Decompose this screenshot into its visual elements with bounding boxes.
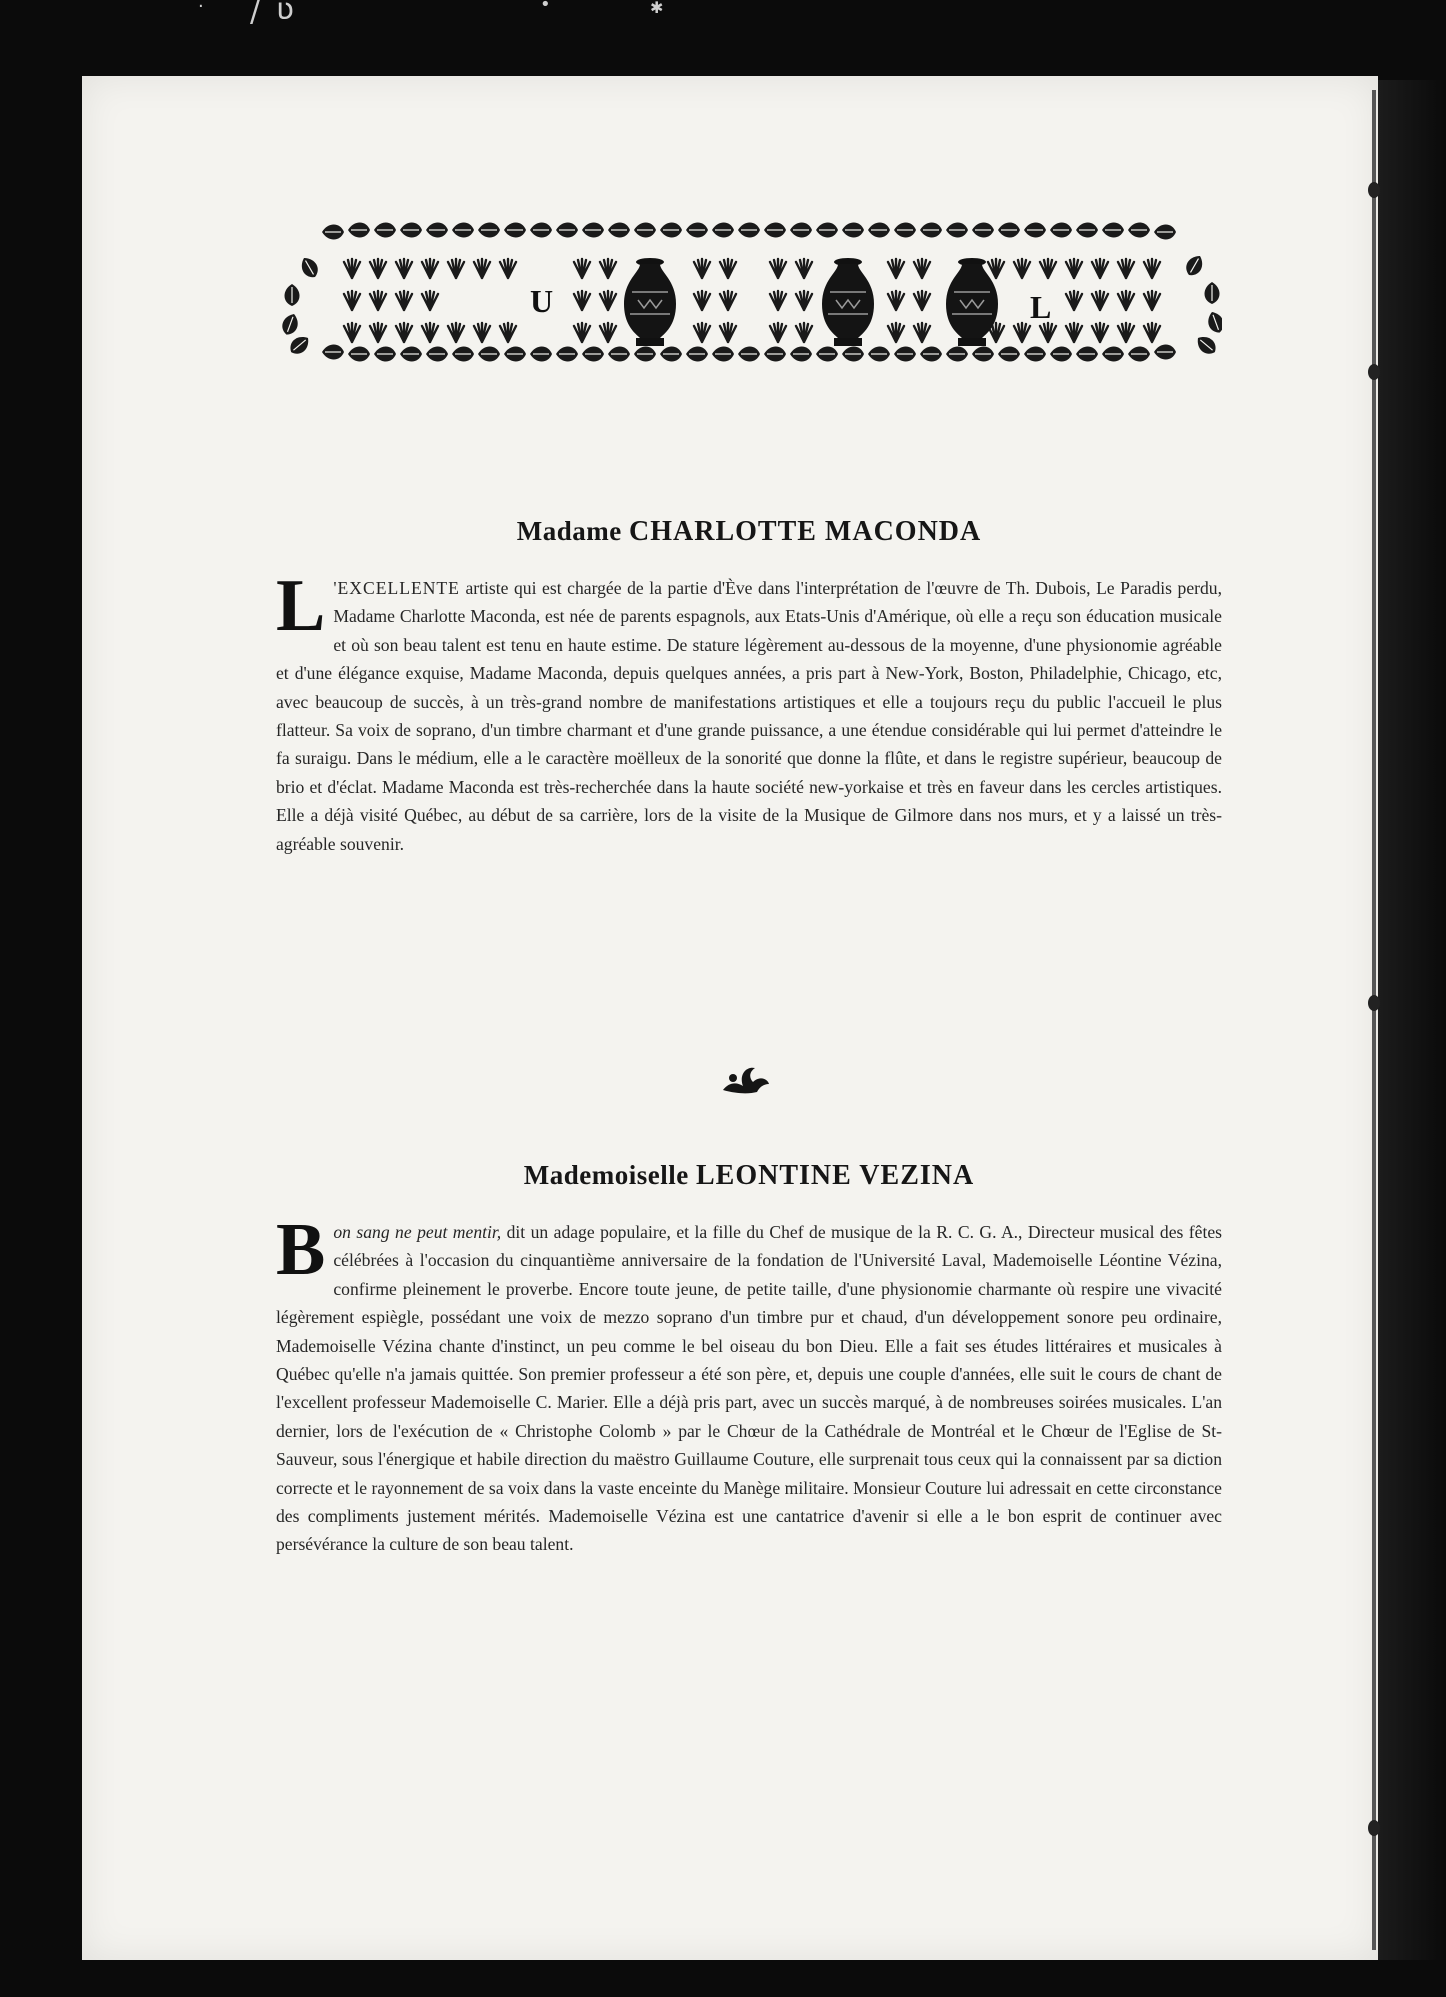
lead-words: 'EXCELLENTE <box>333 578 460 598</box>
drop-cap: L <box>276 565 326 647</box>
title-prefix: Mademoiselle <box>523 1160 689 1190</box>
section-body <box>276 565 1222 858</box>
binding-mark <box>1368 995 1380 1011</box>
fleuron-icon <box>715 1060 775 1100</box>
title-name: CHARLOTTE MACONDA <box>629 516 982 547</box>
drop-cap: B <box>276 1209 326 1291</box>
section-title <box>276 516 1222 548</box>
ornament-letter-l: L <box>1030 289 1052 325</box>
header-ornament <box>282 218 1222 378</box>
title-name: LEONTINE VEZINA <box>695 1160 975 1191</box>
section-body <box>276 1209 1222 1559</box>
lead-words: on sang ne peut mentir, <box>333 1222 502 1242</box>
paragraph-text: artiste qui est chargée de la partie d'Ève dans l'interprétation de l'œuvre de Th. Dubois, Le Paradis perdu, Madame Charlotte Maconda, est née de parents espagnols, aux Etats-Unis d'Amérique, où elle a reçu son éducation musicale et où son beau talent est tenu en haute estime. De stature légèrement au-dessous de la moyenne, d'une physionomie agréable et d'une élégance exquise, Madame Maconda, depuis quelques années, a pris part à New-York, Boston, Philadelphie, Chicago, etc, avec beaucoup de succès, à un très-grand nombre de manifestations artistiques et elle a toujours reçu du public l'accueil le plus flatteur. Sa voix de soprano, d'un timbre charmant et d'une grande puissance, a une étendue considérable qui lui permet d'atteindre le fa suraigu. Dans le médium, elle a le caractère moëlleux de la sonorité que donne la flûte, et dans le registre supérieur, beaucoup de brio et d'éclat. Madame Maconda est très-recherchée dans la haute société new-yorkaise et très en faveur dans les cercles artistiques. Elle a déjà visité Québec, au début de sa carrière, lors de la visite de la Musique de Gilmore dans nos murs, et y a laissé un très-agréable souvenir. <box>276 578 1222 854</box>
binding-mark <box>1368 1820 1380 1836</box>
ornament-letter-u: U <box>530 283 554 319</box>
title-prefix: Madame <box>516 516 622 546</box>
binding-mark <box>1368 182 1380 198</box>
paragraph-text: dit un adage populaire, et la fille du Chef de musique de la R. C. G. A., Directeur musical des fêtes célébrées à l'occasion du cinquantième anniversaire de la fondation de l'Université Laval, Mademoiselle Léontine Vézina, confirme pleinement le proverbe. Encore toute jeune, de petite taille, d'une physionomie charmante où respire une vivacité légèrement espiègle, possédant une voix de mezzo soprano d'un timbre pur et chaud, d'un développement sonore peu ordinaire, Mademoiselle Vézina chante d'instinct, un peu comme le bel oiseau du bon Dieu. Elle a fait ses études littéraires et musicales à Québec qu'elle n'a jamais quittée. Son premier professeur a été son père, et, depuis une couple d'années, elle suit le cours de chant de l'excellent professeur Mademoiselle C. Marier. Elle a déjà pris part, avec un succès marqué, à de nombreuses soirées musicales. L'an dernier, lors de l'exécution de « Christophe Colomb » par le Chœur de la Cathédrale de Montréal et le Chœur de l'Eglise de St-Sauveur, sous l'énergique et habile direction du maëstro Guillaume Couture, elle surprenait tous ceux qui la connaissent par sa diction correcte et le rayonnement de sa voix dans la vaste enceinte du Manège militaire. Monsieur Couture lui adressait en cette circonstance des compliments justement mérités. Mademoiselle Vézina est une cantatrice d'avenir si elle a le bon esprit de continuer avec persévérance la culture de son beau talent. <box>276 1222 1222 1555</box>
binding-mark <box>1368 364 1380 380</box>
section-title <box>276 1160 1222 1192</box>
scan-marks: · / ʋ • ✱ <box>198 0 664 29</box>
section-maconda <box>276 516 1222 858</box>
section-vezina <box>276 1160 1222 1559</box>
book-gutter <box>1378 80 1446 1960</box>
